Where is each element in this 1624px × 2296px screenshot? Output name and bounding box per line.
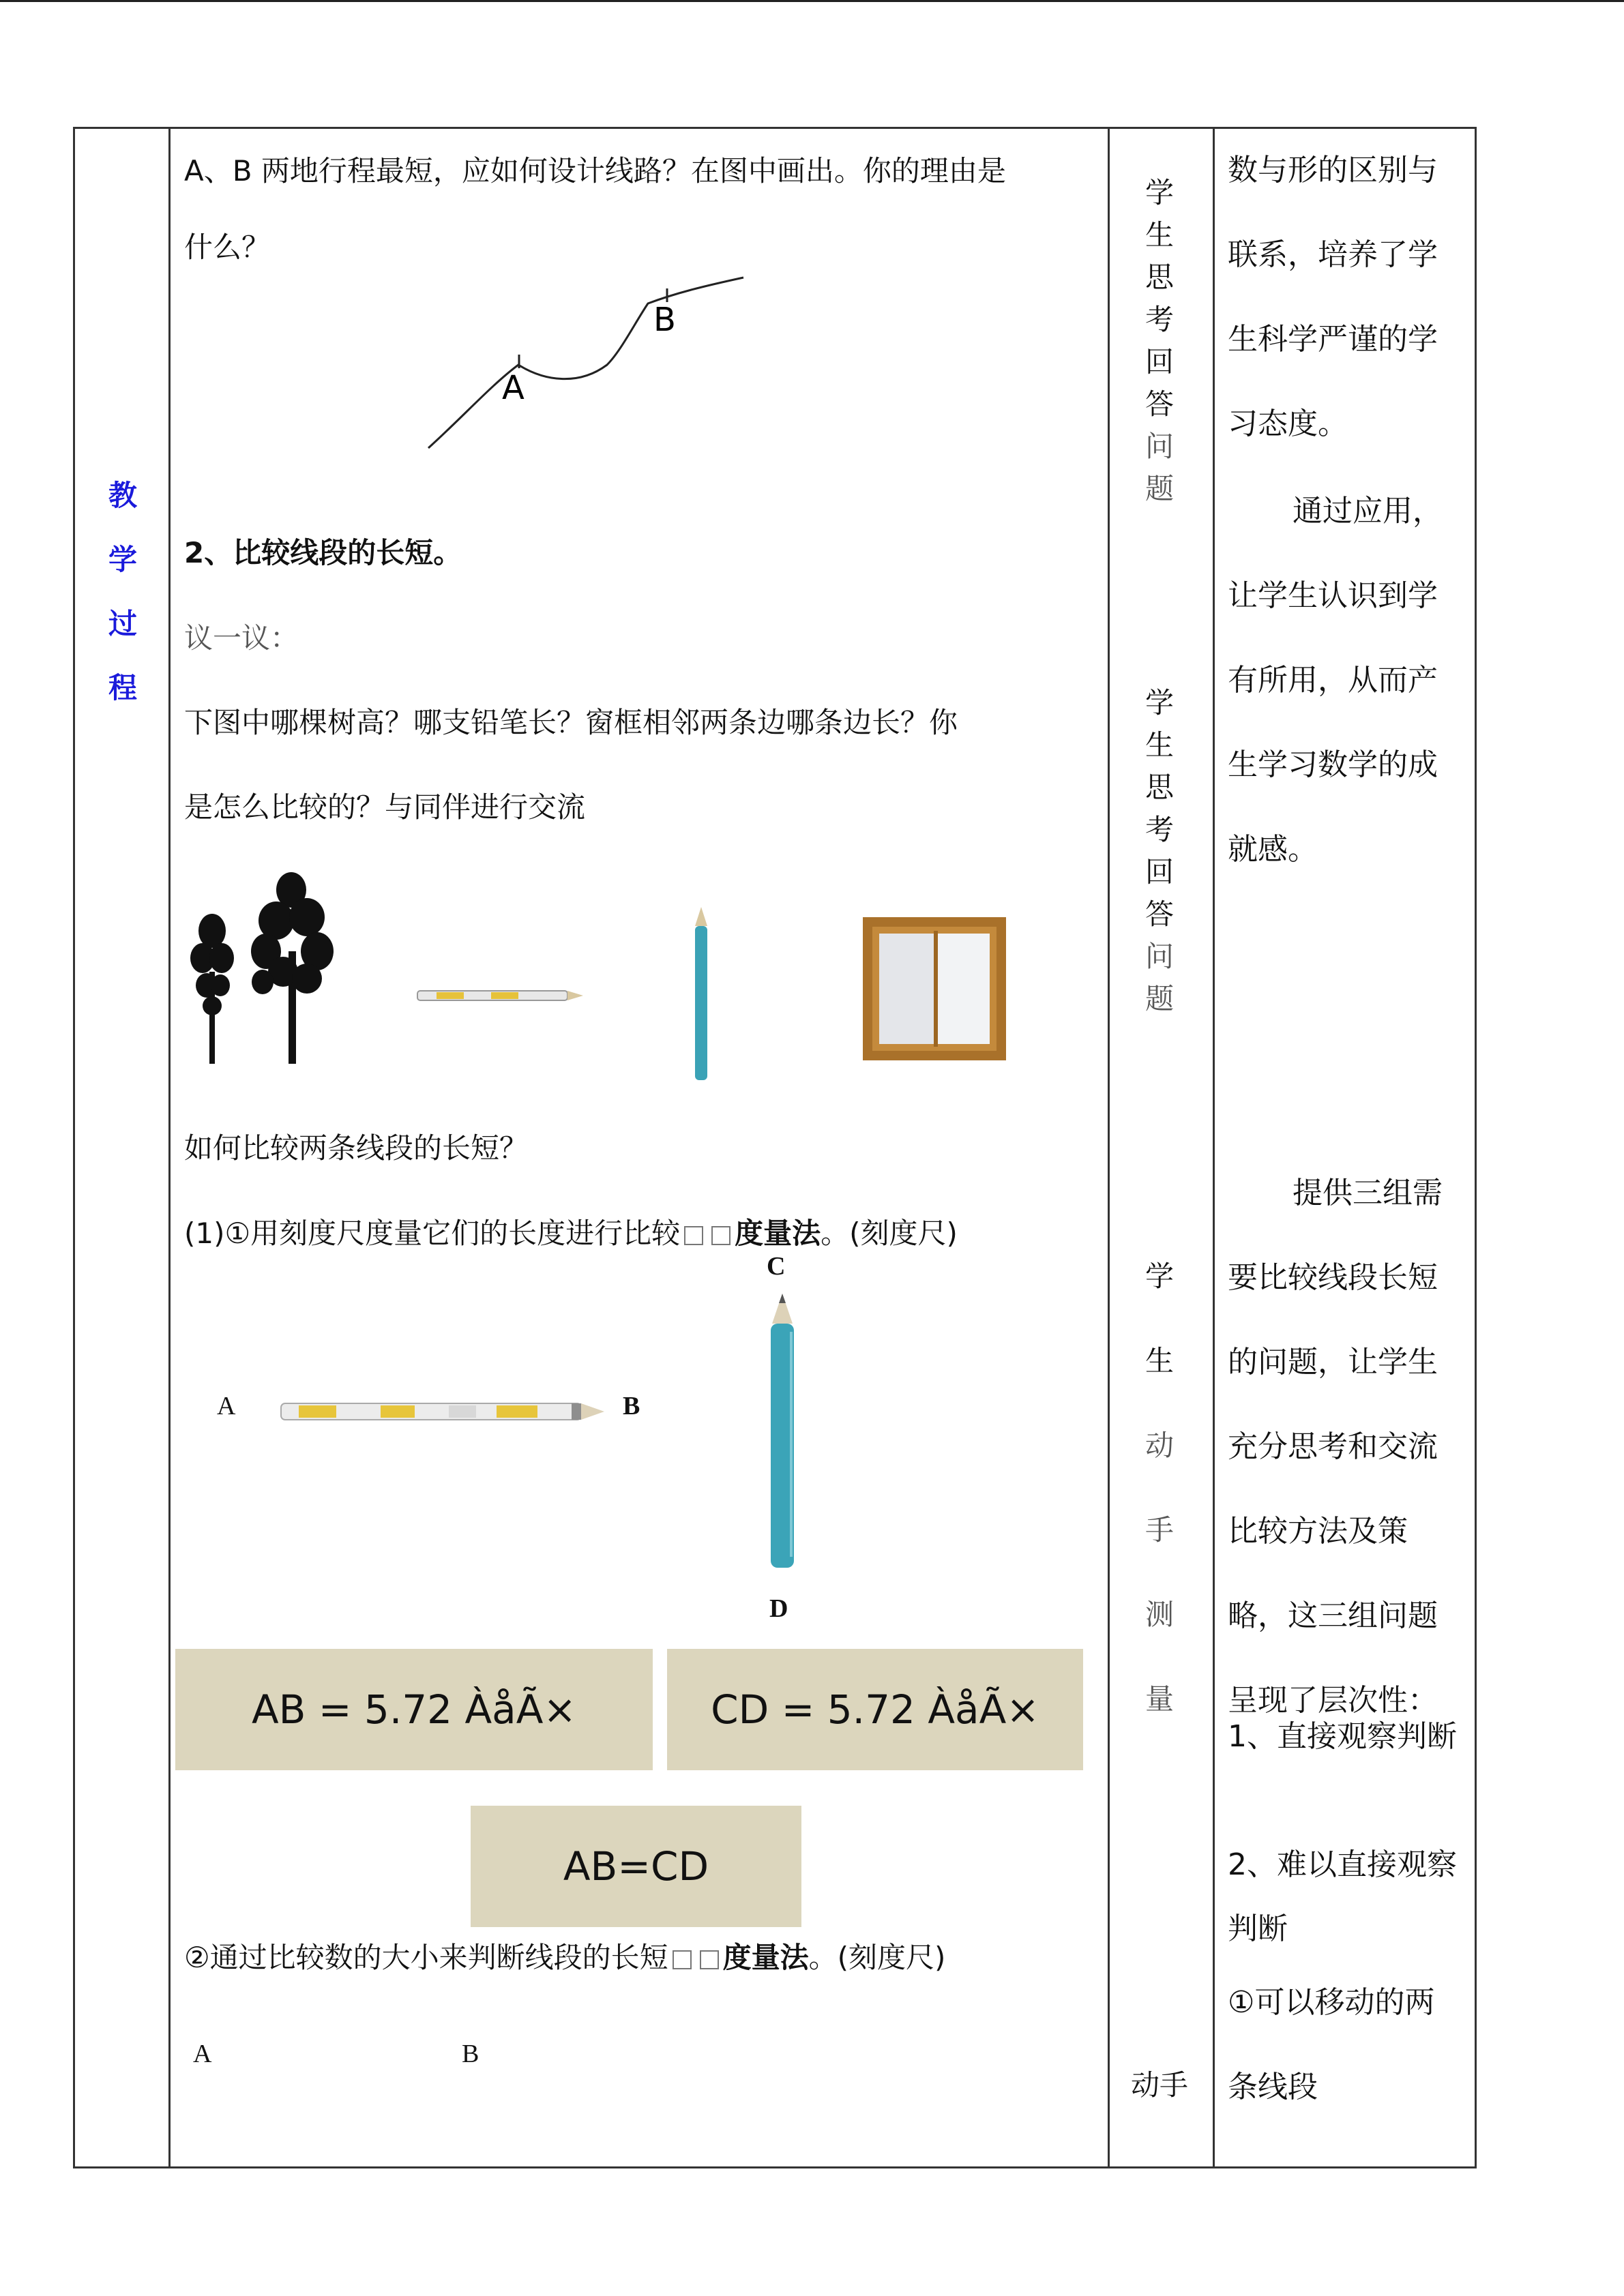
page-top-rule — [0, 0, 1624, 2]
activity-measure: 学生 动手 测量 — [1145, 1259, 1174, 1716]
cd-measure-box: CD = 5.72 ÀåÃ× — [667, 1649, 1083, 1770]
design-intent-list-1: 1、直接观察判断 — [1228, 1719, 1457, 1754]
trees-image — [181, 869, 341, 1067]
small-tree — [190, 914, 234, 1064]
route-curve — [428, 278, 743, 448]
bottom-point-a: A — [193, 2040, 212, 2068]
segment-c-label: C — [767, 1252, 786, 1281]
method-1: (1)①用刻度尺度量它们的长度进行比较 度量法。(刻度尺) — [184, 1217, 958, 1250]
design-intent-1: 数与形的区别与联系，培养了学生科学严谨的学习态度。 — [1228, 153, 1438, 441]
column-divider — [168, 129, 171, 2166]
column-divider — [1108, 129, 1110, 2166]
tall-tree — [251, 872, 334, 1064]
discuss-question: 下图中哪棵树高？哪支铅笔长？窗框相邻两条边哪条边长？你 — [184, 706, 958, 739]
how-compare-question: 如何比较两条线段的长短？ — [184, 1131, 529, 1165]
point-b-label: B — [653, 301, 676, 339]
missing-glyph-box — [684, 1226, 703, 1245]
window-image — [863, 917, 1006, 1060]
point-a-label: A — [502, 369, 525, 407]
activity-think-answer-2: 学生 思考 回答 问题 — [1145, 686, 1174, 1015]
discuss-label: 议一议： — [184, 621, 299, 655]
segment-a-label: A — [217, 1392, 236, 1420]
design-intent-2: 通过应用，让学生认识到学有所用，从而产生学习数学的成就感。 — [1228, 494, 1443, 867]
pencil-horizontal-small — [416, 987, 587, 1004]
ab-equals-cd-box: AB=CD — [471, 1806, 801, 1927]
discuss-question-cont: 是怎么比较的？与同伴进行交流 — [184, 790, 586, 824]
activity-hands-on: 动手 — [1130, 2068, 1188, 2102]
method-2: ②通过比较数的大小来判断线段的长短 度量法。(刻度尺) — [184, 1941, 946, 1974]
activity-think-answer-1: 学生 思考 回答 问题 — [1145, 176, 1174, 505]
missing-glyph-box — [711, 1226, 730, 1245]
segment-d-label: D — [769, 1594, 788, 1623]
design-intent-list-3: ①可以移动的两条线段 — [1228, 1985, 1435, 2104]
section-heading: 2、比较线段的长短。 — [184, 536, 462, 569]
column-divider — [1213, 129, 1215, 2166]
bottom-point-b: B — [462, 2040, 479, 2068]
segment-b-label: B — [623, 1392, 640, 1420]
pencil-vertical-small — [692, 906, 710, 1083]
missing-glyph-box — [673, 1950, 692, 1969]
pencil-ab — [278, 1399, 607, 1424]
question-text: A、B 两地行程最短，应如何设计线路？在图中画出。你的理由是 — [184, 154, 1006, 188]
ab-measure-box: AB = 5.72 ÀåÃ× — [175, 1649, 653, 1770]
missing-glyph-box — [700, 1950, 719, 1969]
question-text-cont: 什么？ — [184, 230, 271, 264]
route-diagram — [409, 269, 764, 460]
design-intent-list-2: 2、难以直接观察判断 — [1228, 1847, 1457, 1946]
pencil-cd — [763, 1291, 802, 1572]
stage-label: 教 学 过 程 — [108, 479, 137, 704]
design-intent-3: 提供三组需要比较线段长短的问题，让学生充分思考和交流比较方法及策略，这三组问题呈现了层次性： — [1228, 1176, 1443, 1718]
